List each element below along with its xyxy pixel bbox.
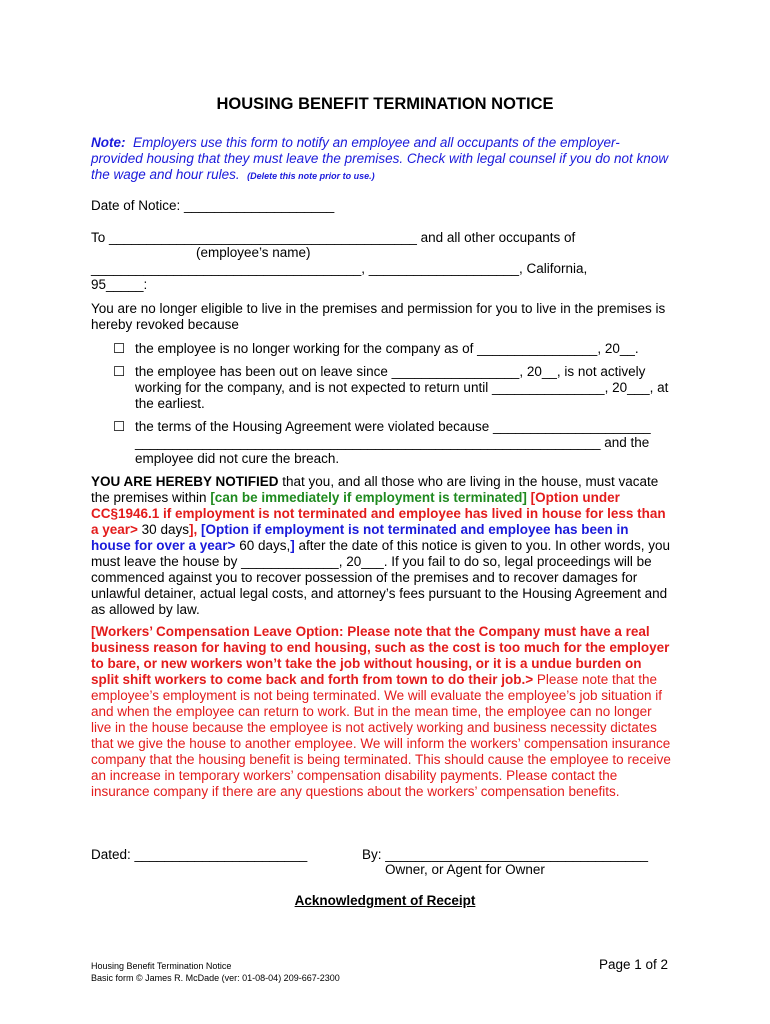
less-than-year-close: ],: [188, 522, 198, 537]
immediate-option: [can be immediately if employment is terminated]: [210, 490, 527, 505]
employee-name-caption: (employee’s name): [196, 245, 311, 260]
workers-comp-text: Please note that the employee’s employment is not being terminated. We will evaluate the employee’s job situation if and when the employee can return to work. But in the mean time, the employee can no longer live in the house because the employee is not actively working and business necessity dictates that we give the house to another employee. We will inform the workers’ compensation insurance company that the housing benefit is being terminated. This should cause the employee to receive an increase in temporary workers’ compensation disability payments. Please contact the insurance company if there are any questions about the workers’ compensation benefits.: [91, 672, 671, 799]
note-delete-hint: (Delete this note prior to use.): [247, 171, 375, 181]
workers-comp-option: [Workers’ Compensation Leave Option: Please note that the Company must have a real business reason for having to end housing, such as the cost is too much for the employer to bare, or new workers won’t take the job without housing, or it is a undue burden on split shift workers to come back and forth from town to do their job.>: [91, 624, 670, 687]
thirty-days-text: 30 days: [137, 522, 189, 537]
notification-paragraph: [91, 474, 671, 618]
by-line: By: ___________________________________: [362, 847, 649, 862]
note-label: Note:: [91, 135, 126, 150]
document-title: HOUSING BENEFIT TERMINATION NOTICE: [216, 95, 554, 113]
over-year-option: [Option if employment is not terminated and employee has been in house for over a year>: [91, 522, 629, 553]
option-no-longer-working: [113, 341, 673, 357]
to-line: [91, 230, 671, 246]
owner-caption: Owner, or Agent for Owner: [385, 862, 545, 877]
footer-title: Housing Benefit Termination Notice: [91, 961, 232, 971]
option-text: the employee has been out on leave since _________________, 20__, is not actively working for the company, and is not expected to return until _______________, 20___, at the earliest.: [135, 364, 669, 411]
sixty-days-text: 60 days,: [235, 538, 291, 553]
notified-text: that you, and all those who are living in the house, must vacate the premises within: [91, 474, 659, 505]
revocation-intro: You are no longer eligible to live in the premises and permission for you to live in the premises is hereby revoked because: [91, 301, 666, 332]
page-number: Page 1 of 2: [598, 957, 668, 972]
zip-line: 95_____:: [91, 277, 148, 292]
option-on-leave: [113, 364, 673, 412]
note-text: Employers use this form to notify an employee and all occupants of the employer-provided housing that they must leave the premises. Check with legal counsel if you do not know the wage and hour rules.: [91, 135, 669, 182]
address-line: ____________________________________, ____________________, California,: [91, 261, 588, 276]
to-suffix: and all other occupants of: [416, 230, 576, 245]
dated-line: Dated: _______________________: [91, 847, 308, 862]
over-year-close: ]: [290, 538, 295, 553]
workers-comp-paragraph: [91, 624, 671, 800]
instruction-note: [91, 135, 671, 184]
acknowledgment-heading: Acknowledgment of Receipt: [294, 893, 476, 908]
checkbox-icon: ☐: [113, 419, 126, 434]
notified-heading: YOU ARE HEREBY NOTIFIED: [91, 474, 279, 489]
employee-name-blank: _________________________________________: [109, 230, 417, 245]
footer-copyright: Basic form © James R. McDade (ver: 01-08-04) 209-667-2300: [91, 973, 340, 983]
notified-remainder: after the date of this notice is given to you. In other words, you must leave the house by _____________, 20___. If you fail to do so, legal proceedings will be commenced against you to recover possession of the premises and to recover damages for unlawful detainer, actual legal costs, and attorney’s fees pursuant to the Housing Agreement and as allowed by law.: [91, 538, 670, 617]
less-than-year-option: [Option under CC§1946.1 if employment is not terminated and employee has lived in house for less than a year>: [91, 490, 666, 537]
checkbox-icon: ☐: [113, 341, 126, 356]
option-text: the terms of the Housing Agreement were violated because _____________________ ______________________________________________________________ and the employee did not cure the breach.: [135, 419, 651, 466]
option-text: the employee is no longer working for the company as of ________________, 20__.: [135, 341, 639, 356]
option-agreement-violated: [113, 419, 673, 467]
to-prefix: To: [91, 230, 110, 245]
checkbox-icon: ☐: [113, 364, 126, 379]
date-of-notice-line: Date of Notice: ____________________: [91, 198, 335, 213]
